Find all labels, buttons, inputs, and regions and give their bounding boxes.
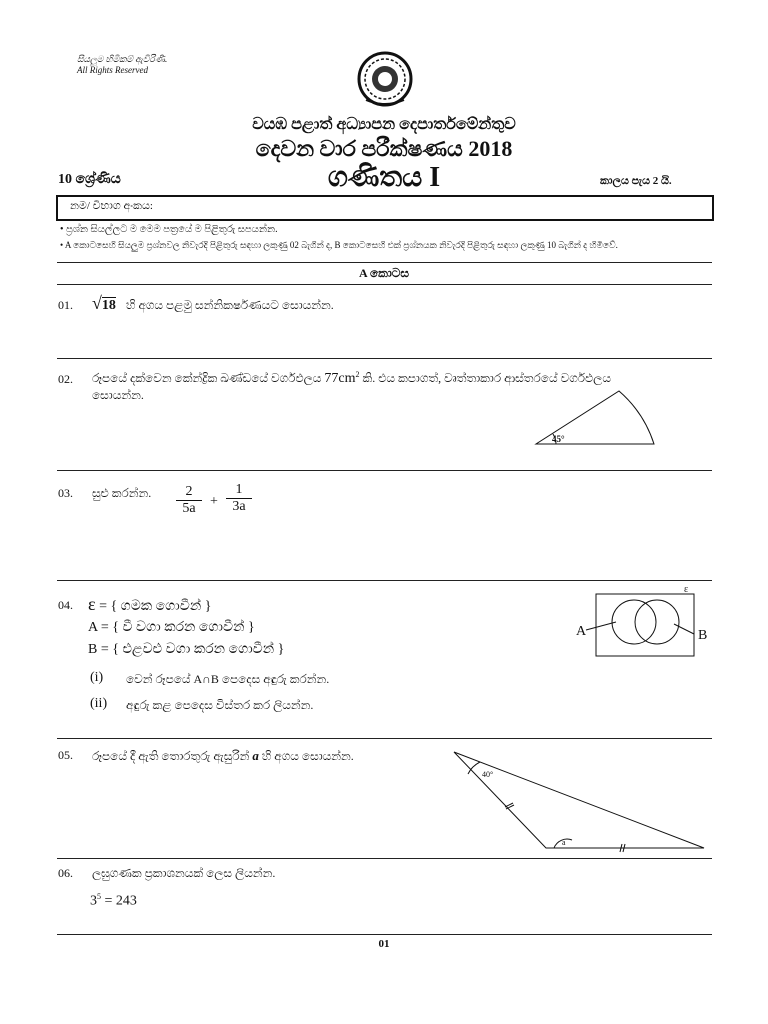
rights-notice bbox=[77, 54, 167, 76]
time-allowed: කාලය පැය 2 යි. bbox=[600, 175, 672, 187]
radicand: 18 bbox=[101, 298, 116, 313]
variable: a bbox=[252, 748, 259, 763]
emblem-icon bbox=[356, 50, 414, 108]
question-number: 04. bbox=[58, 598, 73, 612]
instruction-2 bbox=[60, 240, 618, 251]
question-number: 05. bbox=[58, 748, 73, 762]
rights-sinhala: සියලුම හිමිකම් ඇවිරිණි. bbox=[77, 54, 168, 64]
divider bbox=[57, 358, 712, 359]
denominator: 3a bbox=[226, 498, 252, 515]
denominator: 5a bbox=[176, 500, 202, 517]
sector-diagram bbox=[530, 386, 660, 450]
exam-title: දෙවන වාර පරීක්ෂණය 2018 bbox=[255, 136, 513, 161]
set-definition: = { ගමක ගොවීන් } bbox=[99, 599, 212, 614]
question-text: ලඝුගණක ප්‍රකාශනයක් ලෙස ලියන්න. bbox=[92, 866, 276, 880]
universal-set bbox=[88, 594, 211, 615]
subpart-text: වෙන් රූපයේ A∩B පෙදෙස අඳුරු කරන්න. bbox=[126, 672, 330, 686]
fraction-1 bbox=[176, 484, 202, 517]
exponent: 5 bbox=[97, 892, 101, 901]
part-title: A කොටස bbox=[358, 266, 410, 280]
angle-label: 45° bbox=[552, 434, 565, 444]
question-number: 02. bbox=[58, 372, 73, 386]
venn-label-universal: ε bbox=[684, 584, 689, 595]
superscript: 2 bbox=[355, 370, 360, 379]
question-text: සොයන්න. bbox=[92, 388, 144, 402]
page-number: 01 bbox=[378, 938, 390, 950]
question-text bbox=[92, 370, 722, 387]
triangle-diagram bbox=[450, 748, 712, 854]
area-value: 77cm bbox=[324, 371, 356, 386]
set-a: A = { වී වගා කරන ගොවීන් } bbox=[88, 620, 255, 635]
grade-label: 10 ශ්‍රේණිය bbox=[58, 172, 121, 187]
divider bbox=[57, 858, 712, 859]
instruction-1 bbox=[60, 224, 278, 235]
bullet: • bbox=[60, 240, 64, 250]
base: 3 bbox=[90, 893, 97, 909]
subpart-number: (i) bbox=[90, 670, 104, 685]
divider bbox=[57, 284, 712, 285]
department-name: වයඹ පළාත් අධ්‍යාපන දෙපාර්තමේන්තුව bbox=[252, 116, 516, 133]
epsilon-symbol: ε bbox=[88, 594, 96, 614]
instruction-text: ප්‍රශ්න සියල්ලට ම මෙම පත්‍රයේ ම පිළිතුරු සපයන්න. bbox=[66, 224, 278, 235]
venn-diagram bbox=[570, 586, 700, 658]
text-part: කි. එය කපාගත්, වෘත්තාකාර ආස්තරයේ වර්ගඵලය bbox=[362, 371, 611, 385]
subpart-text: අඳුරු කළ පෙදෙස විස්තර කර ලියන්න. bbox=[126, 698, 314, 712]
rhs: = 243 bbox=[104, 893, 137, 909]
text-part: හි අගය සොයන්න. bbox=[261, 749, 354, 763]
text-part: රූපයේ දී ඇති තොරතුරු ඇසුරින් bbox=[92, 749, 250, 763]
exponential-expression bbox=[90, 892, 137, 910]
divider bbox=[57, 262, 712, 263]
question-text: සුළු කරන්න. bbox=[92, 486, 152, 500]
divider bbox=[57, 934, 712, 935]
venn-label-a: A bbox=[576, 624, 587, 639]
fraction-2 bbox=[226, 482, 252, 515]
question-text bbox=[92, 748, 354, 764]
name-label: නම/ විභාග අංකය: bbox=[70, 200, 153, 212]
venn-label-b: B bbox=[698, 628, 708, 643]
text-part: රූපයේ දක්වෙන කේන්ද්‍රික ඛණ්ඩයේ වර්ගඵලය bbox=[92, 371, 322, 385]
question-number: 06. bbox=[58, 866, 73, 880]
subject-title: ගණිතය I bbox=[327, 162, 441, 193]
name-field[interactable] bbox=[56, 195, 714, 221]
plus-sign: + bbox=[210, 494, 218, 509]
numerator: 1 bbox=[235, 482, 243, 497]
set-b: B = { එළවළු වගා කරන ගොවීන් } bbox=[88, 642, 285, 657]
question-number: 03. bbox=[58, 486, 73, 500]
numerator: 2 bbox=[185, 484, 193, 499]
question-text: හි අගය පළමු සන්නිකර්ෂණයට සොයන්න. bbox=[126, 298, 334, 312]
divider bbox=[57, 470, 712, 471]
divider bbox=[57, 738, 712, 739]
angle-label: a bbox=[562, 838, 566, 847]
angle-label: 40° bbox=[482, 770, 494, 779]
divider bbox=[57, 580, 712, 581]
instruction-text: A කොටසෙහි සියලුම ප්‍රශ්නවල නිවැරදි පිළිතුරු සඳහා ලකුණු 02 බැගින් ද, B කොටසෙහි එක් ප්‍රශ්නයක නිවැරදි පිළිතුරු සඳහා ලකුණු 10 බැගින් ද හිමිවේ. bbox=[64, 240, 618, 250]
bullet: • bbox=[60, 224, 64, 235]
rights-english: All Rights Reserved bbox=[77, 65, 148, 75]
radical-expression: √18 bbox=[92, 293, 116, 313]
question-number: 01. bbox=[58, 298, 73, 312]
subpart-number: (ii) bbox=[90, 696, 108, 711]
